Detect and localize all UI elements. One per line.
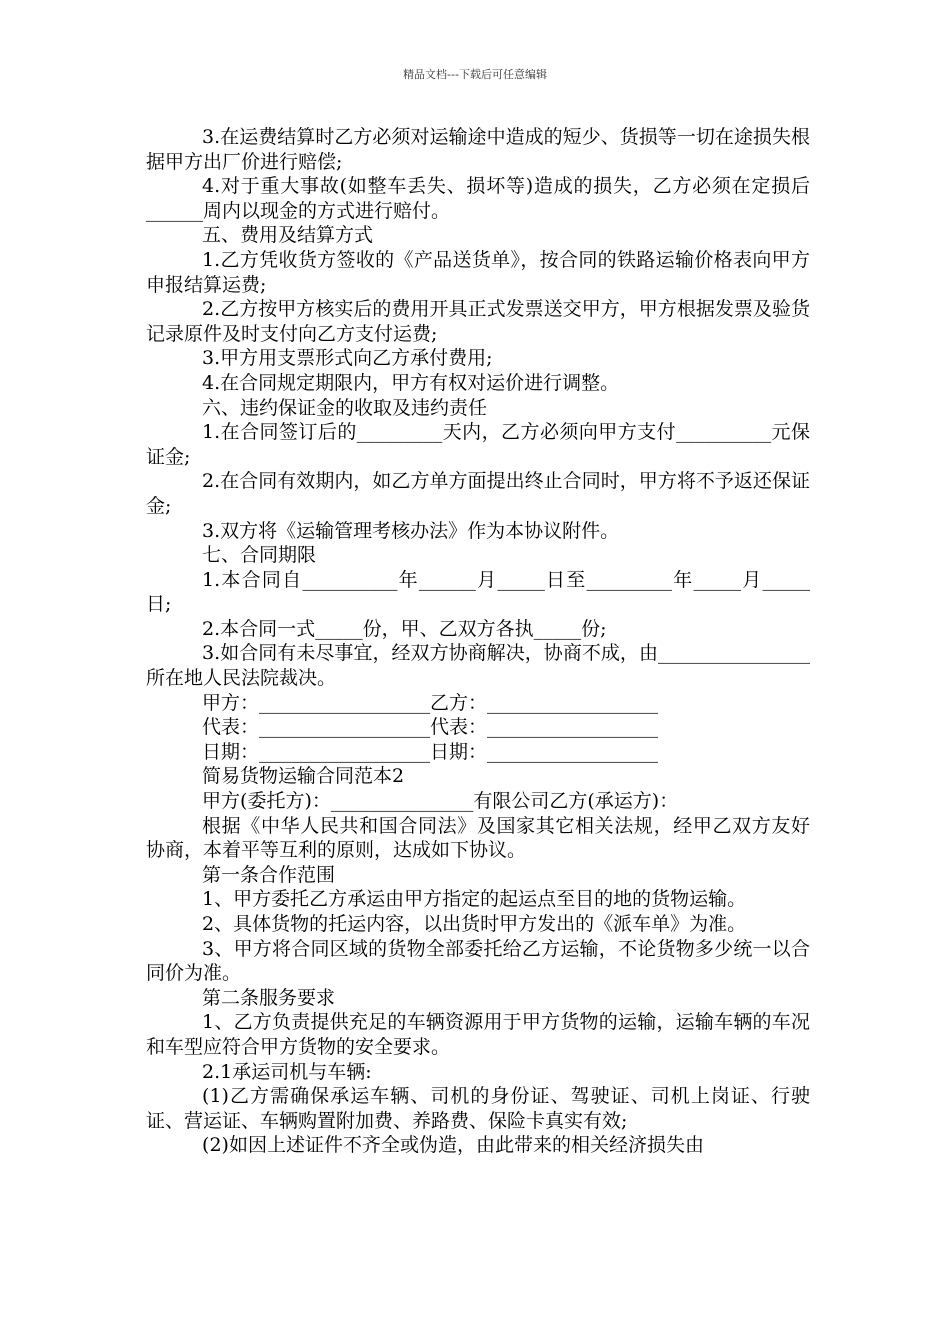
- party-line: 甲方(委托方)：_______________有限公司乙方(承运方)：: [202, 790, 679, 813]
- clause-paragraph: 4.在合同规定期限内，甲方有权对运价进行调整。: [202, 371, 620, 394]
- contract-title: 简易货物运输合同范本2: [202, 765, 405, 788]
- clause-paragraph: 4.对于重大事故(如整车丢失、损坏等)造成的损失，乙方必须在定损后______周内以现金的方式进行赔付。: [146, 175, 810, 222]
- section-heading: 六、违约保证金的收取及违约责任: [202, 396, 488, 419]
- signature-line: 日期：__________________日期：__________________: [202, 740, 659, 763]
- clause-paragraph: 3.双方将《运输管理考核办法》作为本协议附件。: [202, 519, 620, 542]
- clause-paragraph: 1、甲方委托乙方承运由甲方指定的起运点至目的地的货物运输。: [202, 888, 747, 911]
- signature-line: 甲方：__________________乙方：__________________: [202, 691, 659, 714]
- page-header: 精品文档---下载后可任意编辑: [403, 68, 547, 81]
- clause-paragraph: 3、甲方将合同区域的货物全部委托给乙方运输，不论货物多少统一以合同价为准。: [146, 937, 810, 985]
- clause-paragraph: 3.如合同有未尽事宜，经双方协商解决，协商不成，由________________所在地人民法院裁决。: [146, 642, 810, 690]
- clause-paragraph: 3.在运费结算时乙方必须对运输途中造成的短少、货损等一切在途损失根据甲方出厂价进行赔偿;: [146, 126, 810, 173]
- clause-paragraph: 1.乙方凭收货方签收的《产品送货单》，按合同的铁路运输价格表向甲方申报结算运费;: [146, 248, 810, 296]
- clause-paragraph: 1.本合同自__________年______月_____日至_________年_____月_____日;: [146, 568, 810, 616]
- document-body: [146, 125, 810, 1158]
- clause-paragraph: 2、具体货物的托运内容，以出货时甲方发出的《派车单》为准。: [202, 913, 747, 935]
- clause-paragraph: 2.本合同一式_____份，甲、乙双方各执_____份;: [202, 617, 607, 640]
- clause-paragraph: 2.乙方按甲方核实后的费用开具正式发票送交甲方，甲方根据发票及验货记录原件及时支付向乙方支付运费;: [146, 298, 810, 345]
- clause-paragraph: 2.1承运司机与车辆:: [202, 1060, 372, 1083]
- signature-line: 代表：__________________代表：__________________: [202, 716, 659, 739]
- clause-paragraph: (2)如因上述证件不齐全或伪造，由此带来的相关经济损失由: [202, 1134, 704, 1157]
- clause-paragraph: 1、乙方负责提供充足的车辆资源用于甲方货物的运输，运输车辆的车况和车型应符合甲方货物的安全要求。: [146, 1011, 810, 1058]
- section-heading: 五、费用及结算方式: [202, 224, 374, 247]
- clause-paragraph: (1)乙方需确保承运车辆、司机的身份证、驾驶证、司机上岗证、行驶证、营运证、车辆购置附加费、养路费、保险卡真实有效;: [146, 1085, 810, 1132]
- clause-paragraph: 3.甲方用支票形式向乙方承付费用;: [202, 347, 493, 370]
- clause-paragraph: 2.在合同有效期内，如乙方单方面提出终止合同时，甲方将不予返还保证金;: [146, 470, 810, 517]
- clause-paragraph: 1.在合同签订后的_________天内，乙方必须向甲方支付__________元保证金;: [146, 421, 810, 468]
- article-heading: 第一条合作范围: [202, 863, 336, 886]
- section-heading: 七、合同期限: [202, 544, 317, 567]
- article-heading: 第二条服务要求: [202, 986, 336, 1009]
- clause-paragraph: 根据《中华人民共和国合同法》及国家其它相关法规，经甲乙双方友好协商，本着平等互利的原则，达成如下协议。: [146, 814, 810, 862]
